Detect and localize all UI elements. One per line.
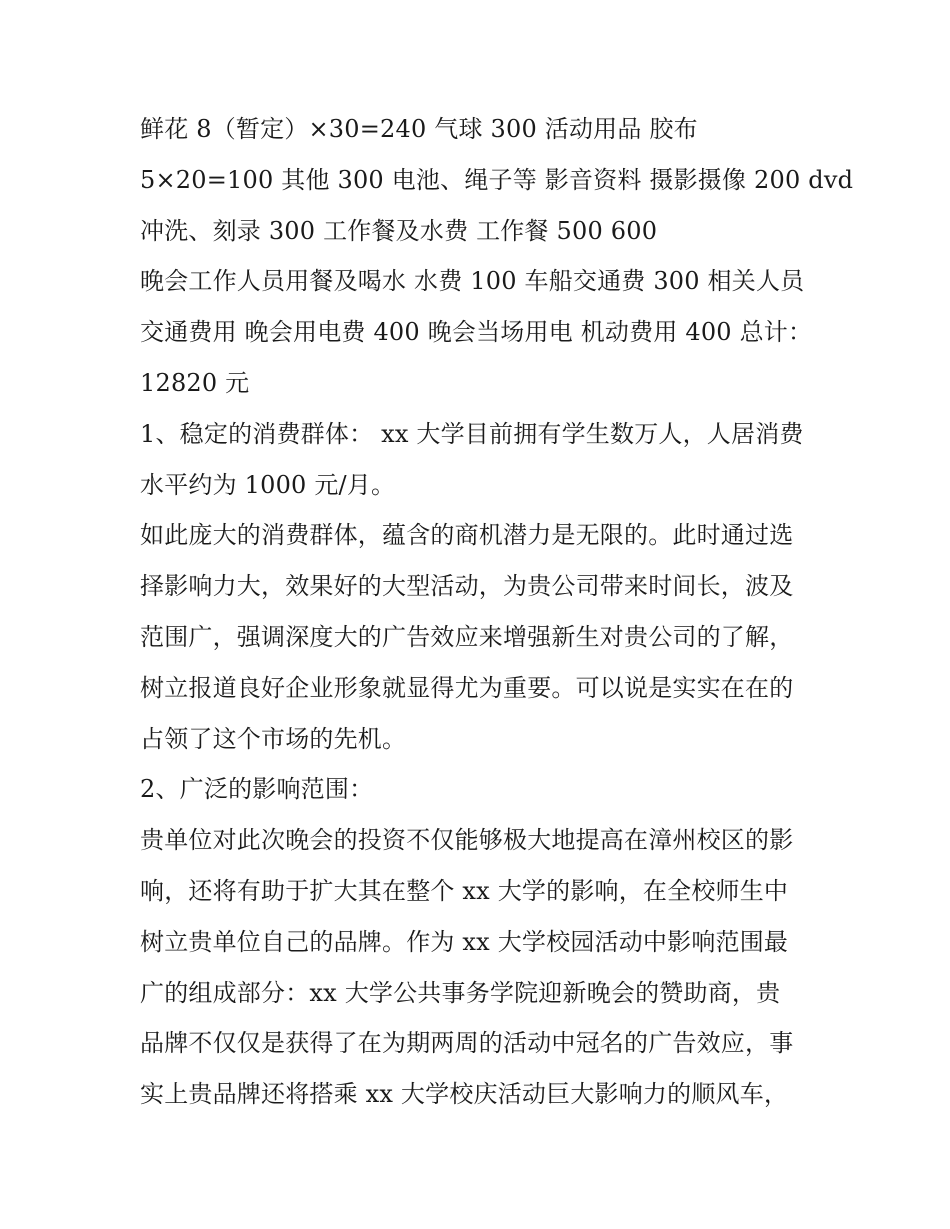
text-line: 如此庞大的消费群体，蕴含的商机潜力是无限的。此时通过选 [140, 521, 794, 550]
text-line: 水平约为 1000 元/月。 [140, 470, 396, 499]
document-body [140, 104, 854, 1120]
text-line: 响，还将有助于扩大其在整个 xx 大学的影响，在全校师生中 [140, 876, 789, 905]
text-line: 品牌不仅仅是获得了在为期两周的活动中冠名的广告效应，事 [140, 1029, 794, 1058]
section-heading-1: 1、稳定的消费群体： xx 大学目前拥有学生数万人，人居消费 [140, 419, 804, 448]
text-line: 5×20=100 其他 300 电池、绳子等 影音资料 摄影摄像 200 dvd [140, 165, 854, 194]
text-line: 鲜花 8（暂定）×30=240 气球 300 活动用品 胶布 [140, 115, 698, 143]
text-line: 择影响力大，效果好的大型活动，为贵公司带来时间长，波及 [140, 572, 794, 601]
text-line: 晚会工作人员用餐及喝水 水费 100 车船交通费 300 相关人员 [140, 267, 805, 296]
text-line: 贵单位对此次晚会的投资不仅能够极大地提高在漳州校区的影 [140, 826, 794, 855]
text-line: 范围广，强调深度大的广告效应来增强新生对贵公司的了解， [140, 622, 794, 651]
text-line: 树立报道良好企业形象就显得尤为重要。可以说是实实在在的 [140, 673, 794, 702]
section-heading-2: 2、广泛的影响范围： [140, 775, 374, 804]
text-line: 占领了这个市场的先机。 [140, 724, 407, 753]
text-line: 冲洗、刻录 300 工作餐及水费 工作餐 500 600 [140, 216, 658, 245]
text-line: 树立贵单位自己的品牌。作为 xx 大学校园活动中影响范围最 [140, 927, 789, 956]
text-line: 广的组成部分：xx 大学公共事务学院迎新晚会的赞助商，贵 [140, 978, 781, 1007]
text-line: 实上贵品牌还将搭乘 xx 大学校庆活动巨大影响力的顺风车， [140, 1080, 789, 1109]
text-line: 交通费用 晚会用电费 400 晚会当场用电 机动费用 400 总计： [140, 318, 813, 347]
text-line: 12820 元 [140, 368, 250, 397]
